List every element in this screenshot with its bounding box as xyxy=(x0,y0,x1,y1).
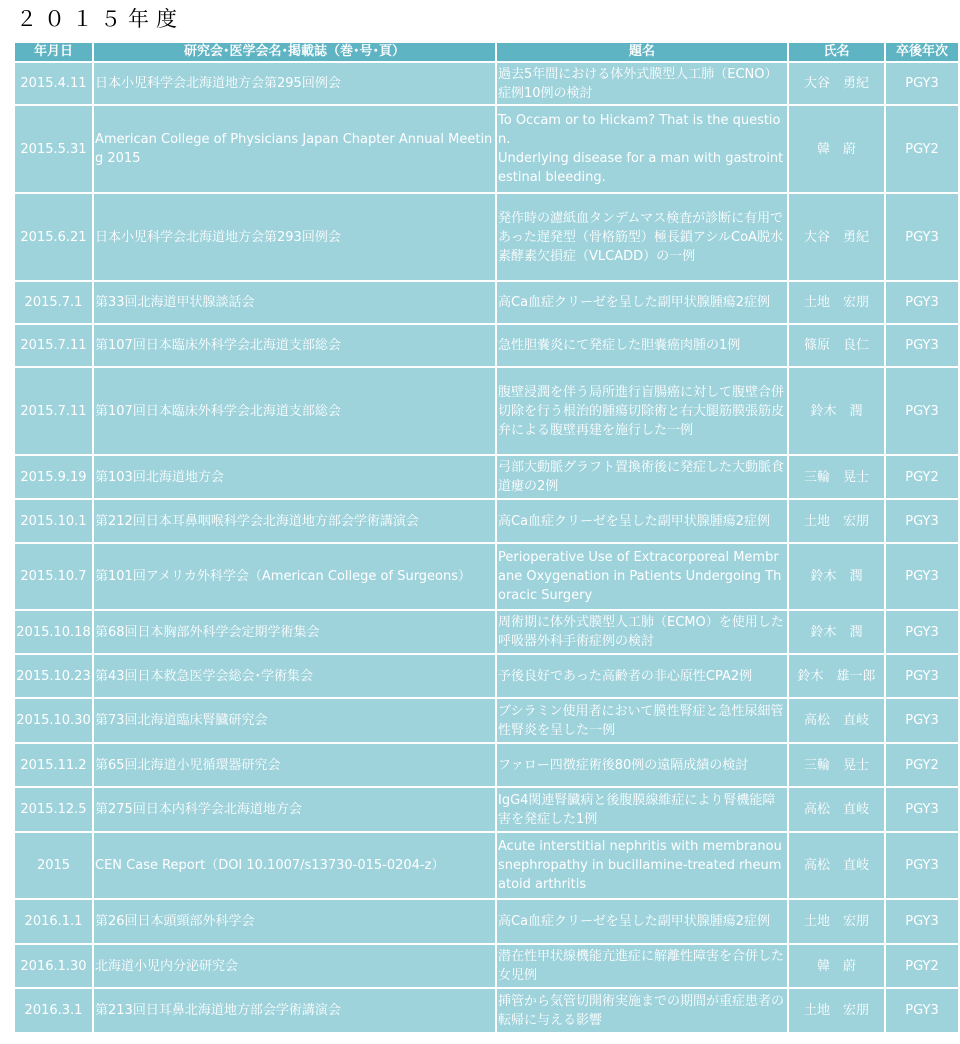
pgy-cell: PGY3 xyxy=(885,654,959,698)
venue-cell: 第26回日本頭頸部外科学会 xyxy=(93,899,496,944)
pgy-cell: PGY2 xyxy=(885,944,959,988)
title-cell: 周術期に体外式膜型人工肺（ECMO）を使用した呼吸器外科手術症例の検討 xyxy=(496,610,788,654)
title-cell: 挿管から気管切開術実施までの期間が重症患者の転帰に与える影響 xyxy=(496,988,788,1033)
venue-cell: 第101回アメリカ外科学会（American College of Surgeons） xyxy=(93,543,496,610)
column-header-title: 題名 xyxy=(496,42,788,62)
date-cell: 2015.9.19 xyxy=(14,455,93,499)
pgy-cell: PGY3 xyxy=(885,193,959,281)
table-row xyxy=(14,324,959,367)
venue-cell: CEN Case Report（DOI 10.1007/s13730-015-0204-z） xyxy=(93,832,496,899)
title-cell: IgG4関連腎臓病と後腹膜線維症により腎機能障害を発症した1例 xyxy=(496,787,788,832)
venue-cell: 日本小児科学会北海道地方会第293回例会 xyxy=(93,193,496,281)
date-cell: 2015.7.11 xyxy=(14,324,93,367)
name-cell: 三輪 晃士 xyxy=(788,455,885,499)
table-row xyxy=(14,698,959,743)
name-cell: 韓 蔚 xyxy=(788,105,885,193)
table-row xyxy=(14,105,959,193)
table-row xyxy=(14,899,959,944)
name-cell: 鈴木 雄一郎 xyxy=(788,654,885,698)
pgy-cell: PGY3 xyxy=(885,499,959,543)
column-header-venue: 研究会･医学会名･掲載誌（巻･号･頁） xyxy=(93,42,496,62)
table-row xyxy=(14,543,959,610)
table-row xyxy=(14,832,959,899)
page-title: ２０１５年度 xyxy=(16,7,184,31)
venue-cell: 第103回北海道地方会 xyxy=(93,455,496,499)
date-cell: 2015.12.5 xyxy=(14,787,93,832)
venue-cell: 第65回北海道小児循環器研究会 xyxy=(93,743,496,787)
title-cell: Acute interstitial nephritis with membranousnephropathy in bucillamine-treated rheumatoid arthritis xyxy=(496,832,788,899)
pgy-cell: PGY3 xyxy=(885,281,959,324)
venue-cell: American College of Physicians Japan Chapter Annual Meeting 2015 xyxy=(93,105,496,193)
pgy-cell: PGY3 xyxy=(885,62,959,105)
name-cell: 土地 宏朋 xyxy=(788,988,885,1033)
column-header-pgy: 卒後年次 xyxy=(885,42,959,62)
title-cell: ブシラミン使用者において膜性腎症と急性尿細管性腎炎を呈した一例 xyxy=(496,698,788,743)
venue-cell: 日本小児科学会北海道地方会第295回例会 xyxy=(93,62,496,105)
table-row xyxy=(14,62,959,105)
pgy-cell: PGY3 xyxy=(885,324,959,367)
venue-cell: 第275回日本内科学会北海道地方会 xyxy=(93,787,496,832)
venue-cell: 北海道小児内分泌研究会 xyxy=(93,944,496,988)
table-row xyxy=(14,743,959,787)
table-row xyxy=(14,654,959,698)
venue-cell: 第68回日本胸部外科学会定期学術集会 xyxy=(93,610,496,654)
pgy-cell: PGY2 xyxy=(885,743,959,787)
name-cell: 大谷 勇紀 xyxy=(788,193,885,281)
name-cell: 鈴木 潤 xyxy=(788,610,885,654)
date-cell: 2015.11.2 xyxy=(14,743,93,787)
title-cell: 高Ca血症クリーゼを呈した副甲状腺腫瘍2症例 xyxy=(496,899,788,944)
title-cell: 発作時の濾紙血タンデムマス検査が診断に有用であった遅発型（骨格筋型）極長鎖アシルCoA脱水素酵素欠損症（VLCADD）の一例 xyxy=(496,193,788,281)
title-cell: 高Ca血症クリーゼを呈した副甲状腺腫瘍2症例 xyxy=(496,281,788,324)
table-row xyxy=(14,787,959,832)
column-header-date: 年月日 xyxy=(14,42,93,62)
venue-cell: 第107回日本臨床外科学会北海道支部総会 xyxy=(93,367,496,455)
name-cell: 鈴木 潤 xyxy=(788,367,885,455)
date-cell: 2015.7.1 xyxy=(14,281,93,324)
date-cell: 2015.10.18 xyxy=(14,610,93,654)
name-cell: 土地 宏朋 xyxy=(788,499,885,543)
name-cell: 土地 宏朋 xyxy=(788,281,885,324)
date-cell: 2015.4.11 xyxy=(14,62,93,105)
table-row xyxy=(14,499,959,543)
date-cell: 2015.10.23 xyxy=(14,654,93,698)
title-cell: 潜在性甲状線機能亢進症に解離性障害を合併した女児例 xyxy=(496,944,788,988)
pgy-cell: PGY2 xyxy=(885,455,959,499)
title-cell: 高Ca血症クリーゼを呈した副甲状腺腫瘍2症例 xyxy=(496,499,788,543)
table-row xyxy=(14,944,959,988)
title-cell: To Occam or to Hickam? That is the question. Underlying disease for a man with gastrointestinal bleeding. xyxy=(496,105,788,193)
name-cell: 篠原 良仁 xyxy=(788,324,885,367)
title-cell: 予後良好であった高齢者の非心原性CPA2例 xyxy=(496,654,788,698)
pgy-cell: PGY3 xyxy=(885,367,959,455)
table-row xyxy=(14,988,959,1033)
name-cell: 三輪 晃士 xyxy=(788,743,885,787)
name-cell: 高松 直岐 xyxy=(788,787,885,832)
venue-cell: 第43回日本救急医学会総会･学術集会 xyxy=(93,654,496,698)
date-cell: 2015.6.21 xyxy=(14,193,93,281)
table-row xyxy=(14,193,959,281)
date-cell: 2016.1.30 xyxy=(14,944,93,988)
title-cell: 腹壁浸潤を伴う局所進行盲腸癌に対して腹壁合併切除を行う根治的腫瘍切除術と右大腿筋膜張筋皮弁による腹壁再建を施行した一例 xyxy=(496,367,788,455)
title-cell: Perioperative Use of Extracorporeal Membrane Oxygenation in Patients Undergoing Thoracic Surgery xyxy=(496,543,788,610)
venue-cell: 第212回日本耳鼻咽喉科学会北海道地方部会学術講演会 xyxy=(93,499,496,543)
column-header-name: 氏名 xyxy=(788,42,885,62)
venue-cell: 第213回日耳鼻北海道地方部会学術講演会 xyxy=(93,988,496,1033)
pgy-cell: PGY3 xyxy=(885,698,959,743)
venue-cell: 第33回北海道甲状腺談話会 xyxy=(93,281,496,324)
pgy-cell: PGY3 xyxy=(885,832,959,899)
venue-cell: 第73回北海道臨床腎臓研究会 xyxy=(93,698,496,743)
pgy-cell: PGY2 xyxy=(885,105,959,193)
table-row xyxy=(14,455,959,499)
date-cell: 2015 xyxy=(14,832,93,899)
date-cell: 2016.1.1 xyxy=(14,899,93,944)
date-cell: 2015.10.30 xyxy=(14,698,93,743)
title-cell: ファロー四徴症術後80例の遠隔成績の検討 xyxy=(496,743,788,787)
name-cell: 高松 直岐 xyxy=(788,698,885,743)
name-cell: 鈴木 潤 xyxy=(788,543,885,610)
title-cell: 弓部大動脈グラフト置換術後に発症した大動脈食道瘻の2例 xyxy=(496,455,788,499)
date-cell: 2015.5.31 xyxy=(14,105,93,193)
pgy-cell: PGY3 xyxy=(885,899,959,944)
date-cell: 2015.10.1 xyxy=(14,499,93,543)
name-cell: 韓 蔚 xyxy=(788,944,885,988)
title-cell: 過去5年間における体外式膜型人工肺（ECNO）症例10例の検討 xyxy=(496,62,788,105)
table-row xyxy=(14,610,959,654)
pgy-cell: PGY3 xyxy=(885,787,959,832)
venue-cell: 第107回日本臨床外科学会北海道支部総会 xyxy=(93,324,496,367)
date-cell: 2015.10.7 xyxy=(14,543,93,610)
table-row xyxy=(14,281,959,324)
table-row xyxy=(14,367,959,455)
table-header-row xyxy=(14,42,959,62)
name-cell: 高松 直岐 xyxy=(788,832,885,899)
name-cell: 大谷 勇紀 xyxy=(788,62,885,105)
presentations-table xyxy=(13,41,960,1034)
pgy-cell: PGY3 xyxy=(885,610,959,654)
date-cell: 2016.3.1 xyxy=(14,988,93,1033)
date-cell: 2015.7.11 xyxy=(14,367,93,455)
pgy-cell: PGY3 xyxy=(885,543,959,610)
title-cell: 急性胆嚢炎にて発症した胆嚢癌肉腫の1例 xyxy=(496,324,788,367)
name-cell: 土地 宏朋 xyxy=(788,899,885,944)
pgy-cell: PGY3 xyxy=(885,988,959,1033)
